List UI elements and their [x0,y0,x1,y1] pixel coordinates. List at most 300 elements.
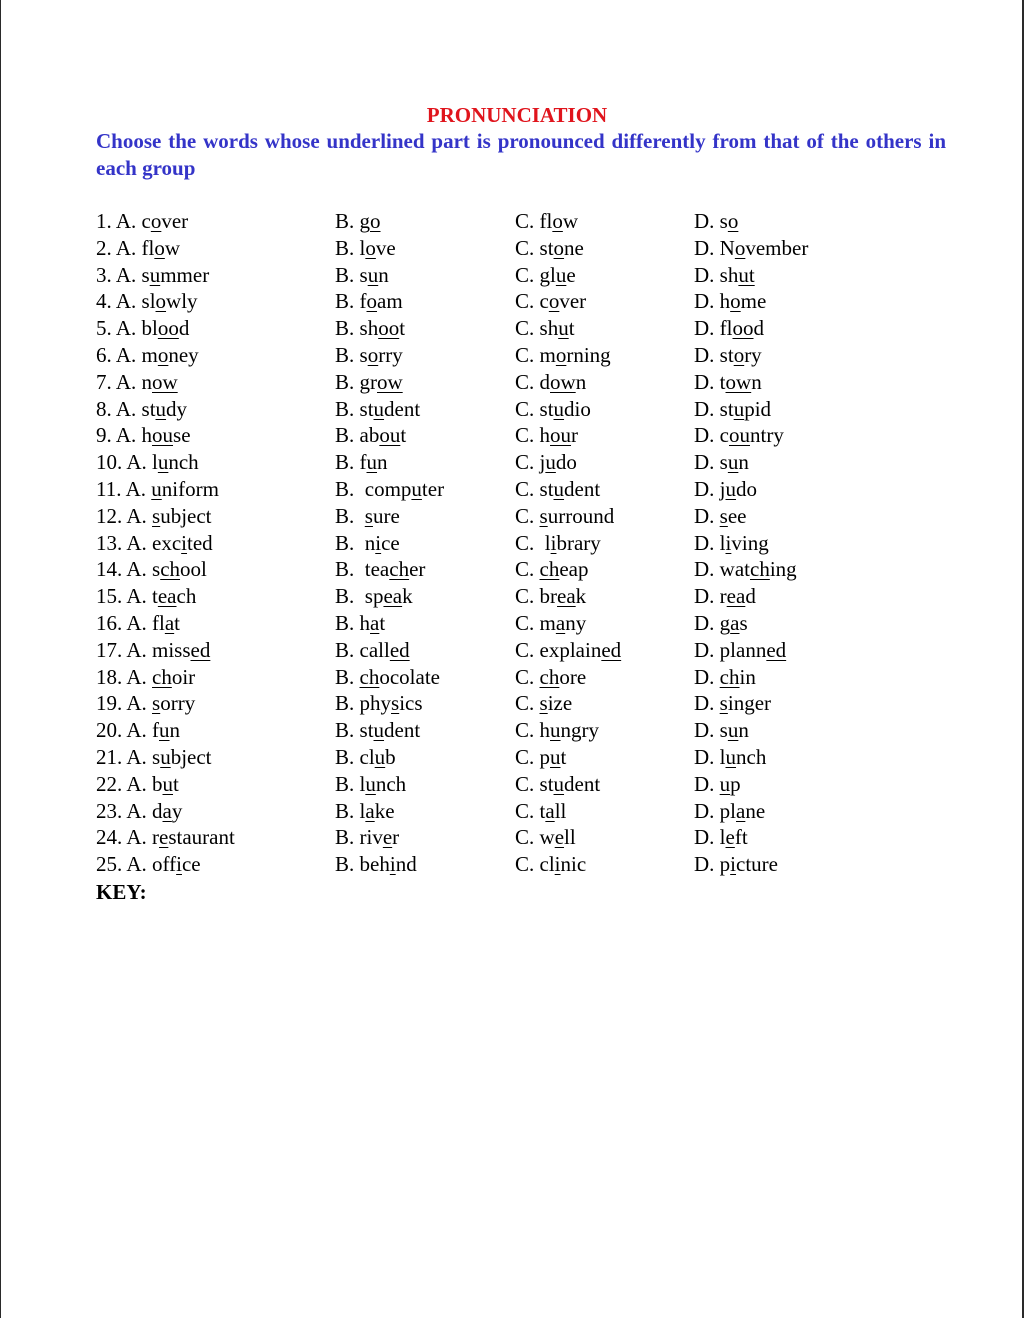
option-word [720,316,764,340]
question-row [96,288,956,315]
word-prefix: l [719,530,726,555]
option-c [515,610,586,637]
question-row [96,262,956,289]
option-letter: C. [515,396,535,421]
underlined-part: ea [557,584,576,609]
option-letter: D. [694,423,715,448]
word-prefix: plann [719,637,767,662]
option-letter: B. [335,557,360,582]
option-letter: D. [694,825,715,850]
option-letter: C. [515,450,535,475]
option-word [152,825,235,849]
option-letter: B. [335,396,355,421]
word-suffix: urround [547,503,615,528]
word-prefix: c [141,209,151,233]
option-b [335,798,395,825]
word-prefix: r [152,825,160,850]
option-letter: A. [126,584,147,609]
option-c [515,690,572,717]
word-prefix: l [719,825,726,850]
word-prefix: m [539,610,556,635]
option-letter: A. [115,369,137,394]
word-suffix: r [392,825,400,850]
option-b [335,369,403,396]
option-word [360,450,388,474]
option-word [720,825,748,849]
underlined-part: i [554,852,561,877]
option-letter: C. [515,342,535,367]
option-b [335,637,410,664]
underlined-part: e [159,825,169,850]
word-suffix: ver [559,289,587,314]
question-number: 2. [96,235,112,260]
option-word [152,450,199,474]
option-word [720,397,771,421]
option-letter: D. [694,209,715,233]
question-row [96,798,956,825]
underlined-part: o [155,289,167,314]
option-d [694,583,756,610]
word-suffix: ce [381,530,400,555]
option-letter: B. [335,637,355,662]
option-letter: A. [126,503,147,528]
option-a [96,369,178,396]
question-number: 15. [96,584,123,609]
question-number: 23. [96,798,123,823]
option-c [515,798,566,825]
option-word [152,557,207,581]
option-word [720,343,762,367]
word-suffix: ll [564,825,576,850]
word-prefix: off [152,852,177,877]
underlined-part: ch [750,557,770,582]
option-letter: A. [126,691,147,716]
option-c [515,449,577,476]
word-suffix: w [164,235,181,260]
option-letter: C. [515,798,535,823]
option-b [335,315,405,342]
question-row [96,449,956,476]
word-suffix: p [730,771,741,796]
word-prefix: st [539,235,554,260]
option-letter: B. [335,664,355,689]
word-prefix: n [141,369,153,394]
word-suffix: ke [374,798,395,823]
underlined-part: ed [601,637,622,662]
option-b [335,262,389,289]
option-a [96,342,199,369]
option-word [360,691,423,715]
option-word [152,745,212,769]
word-prefix: l [359,235,366,260]
word-prefix: c [539,289,549,314]
option-d [694,637,786,664]
option-word [540,665,587,689]
option-letter: B. [335,691,355,716]
option-word [720,370,762,394]
option-c [515,851,586,878]
option-letter: D. [694,771,715,796]
option-letter: C. [515,771,535,796]
option-b [335,235,396,262]
option-word [360,236,396,260]
word-prefix: h [359,610,371,635]
underlined-part: ea [383,584,403,609]
underlined-part: u [374,744,386,769]
word-prefix: h [719,289,731,314]
underlined-part: ou [550,423,572,448]
word-suffix: nic [560,852,587,877]
underlined-part: ch [539,664,560,689]
option-word [540,397,591,421]
word-suffix: n [575,369,587,394]
option-b [335,503,400,530]
underlined-part: i [181,530,188,555]
question-row [96,610,956,637]
option-d [694,369,762,396]
word-prefix: w [539,825,555,850]
option-letter: C. [515,369,535,394]
option-word [720,799,766,823]
option-word [540,745,567,769]
option-b [335,208,381,235]
word-prefix: s [719,718,728,743]
word-prefix: tea [364,557,390,582]
word-suffix: se [173,423,191,448]
option-word [720,504,747,528]
option-letter: D. [694,798,715,823]
option-word [540,584,587,608]
option-b [335,476,444,503]
option-word [365,584,413,608]
option-letter: C. [515,825,535,850]
word-suffix: ver [161,209,189,233]
option-word [365,504,400,528]
question-row [96,342,956,369]
option-a [96,851,201,878]
option-letter: A. [115,316,137,341]
underlined-part: a [545,798,555,823]
option-letter: B. [335,718,355,743]
option-letter: C. [515,610,535,635]
question-number: 11. [96,476,122,501]
underlined-part: ow [725,369,752,394]
word-suffix: t [400,423,407,448]
word-suffix: d [178,316,190,341]
underlined-part: u [550,718,561,743]
option-letter: C. [515,235,535,260]
underlined-part: u [151,476,162,501]
option-word [720,209,739,233]
option-word [540,852,587,876]
option-d [694,744,766,771]
word-suffix: oir [171,664,196,689]
option-d [694,798,765,825]
word-suffix: t [379,610,386,635]
option-letter: B. [335,503,360,528]
option-letter: D. [694,664,715,689]
option-c [515,556,589,583]
option-letter: A. [126,450,147,475]
option-word [540,316,575,340]
option-letter: C. [515,530,540,555]
word-suffix: dio [564,396,591,421]
word-suffix: bject [170,744,212,769]
word-suffix: ngry [560,718,600,743]
option-c [515,208,578,235]
option-b [335,744,396,771]
option-letter: A. [126,798,147,823]
option-letter: A. [126,530,147,555]
word-suffix: ter [421,476,445,501]
option-word [365,531,400,555]
underlined-part: oo [157,316,179,341]
option-d [694,342,762,369]
option-b [335,422,406,449]
underlined-part: o [150,209,162,233]
word-suffix: nd [395,852,417,877]
option-word [152,531,213,555]
underlined-part: u [160,744,171,769]
option-c [515,422,578,449]
option-a [96,717,180,744]
option-a [96,262,209,289]
underlined-part: u [553,396,565,421]
question-number: 17. [96,637,123,662]
option-word [360,263,389,287]
underlined-part: u [555,262,567,287]
underlined-part: ch [719,664,740,689]
underlined-part: u [550,744,561,769]
option-word [720,665,756,689]
word-suffix: k [402,584,413,609]
word-prefix: sp [364,584,384,609]
instruction-text: Choose the words whose underlined part is pronounced differently from that of the others in each group [96,129,946,180]
word-suffix: ntry [750,423,784,448]
word-prefix: s [152,557,161,582]
option-word [152,691,195,715]
option-letter: D. [694,396,715,421]
option-letter: A. [115,209,137,233]
option-word [540,477,601,501]
word-prefix: explain [539,637,602,662]
word-prefix: h [539,423,551,448]
underlined-part: ch [160,557,181,582]
option-word [540,209,579,233]
word-prefix: l [719,744,726,769]
word-prefix: gl [539,262,556,287]
word-suffix: nch [168,450,199,475]
word-suffix: dent [384,396,421,421]
underlined-part: u [149,262,161,287]
word-suffix: am [377,289,403,314]
option-letter: D. [694,718,715,743]
word-prefix: g [359,209,371,233]
option-d [694,208,738,235]
option-a [96,798,182,825]
word-suffix: w [562,209,579,233]
option-d [694,503,747,530]
word-prefix: s [719,209,728,233]
underlined-part: o [367,342,379,367]
question-number: 10. [96,450,123,475]
word-suffix: dent [564,476,601,501]
option-letter: C. [515,262,535,287]
option-letter: B. [335,316,355,341]
option-word [142,343,199,367]
word-prefix: st [539,771,554,796]
word-prefix: sh [359,316,379,341]
word-suffix: ne [745,798,766,823]
option-letter: D. [694,584,715,609]
underlined-part: ch [539,557,560,582]
underlined-part: o [727,209,739,233]
option-d [694,476,757,503]
word-suffix: cture [736,852,778,877]
word-prefix: l [359,798,366,823]
underlined-part: u [725,744,737,769]
word-suffix: dent [384,718,421,743]
option-a [96,530,213,557]
option-b [335,556,425,583]
word-prefix: call [359,637,390,662]
word-prefix: p [539,744,551,769]
option-word [540,691,573,715]
option-letter: B. [335,798,355,823]
underlined-part: i [725,530,732,555]
option-letter: A. [115,235,137,260]
underlined-part: o [730,289,741,314]
option-letter: D. [694,744,715,769]
word-suffix: r [571,423,579,448]
option-letter: A. [126,852,147,877]
underlined-part: o [366,289,378,314]
option-word [720,531,769,555]
option-word [360,745,396,769]
option-a [96,583,196,610]
option-letter: B. [335,450,355,475]
option-word [360,370,403,394]
option-b [335,851,417,878]
option-word [720,423,784,447]
option-c [515,530,601,557]
underlined-part: ea [157,584,177,609]
option-a [96,610,180,637]
option-c [515,288,586,315]
word-prefix: m [539,342,556,367]
option-word [142,370,178,394]
option-word [152,799,182,823]
question-row [96,396,956,423]
option-letter: C. [515,423,535,448]
question-row [96,503,956,530]
option-word [142,397,188,421]
option-word [540,825,576,849]
page-left-edge [0,0,1,1318]
word-prefix: l [544,530,551,555]
word-suffix: ool [180,557,207,582]
word-suffix: me [740,289,767,314]
option-word [142,316,190,340]
word-prefix: st [359,718,374,743]
word-suffix: b [385,744,396,769]
word-suffix: ure [372,503,400,528]
question-number: 25. [96,852,123,877]
word-suffix: n [751,369,762,394]
underlined-part: u [411,476,422,501]
underlined-part: i [176,852,182,877]
word-prefix: d [539,369,551,394]
word-suffix: t [174,610,181,635]
option-letter: A. [125,476,146,501]
option-b [335,583,413,610]
option-d [694,396,771,423]
option-letter: C. [515,637,535,662]
word-prefix: ab [359,423,380,448]
word-suffix: dy [166,396,188,421]
word-prefix: cl [539,852,555,877]
option-word [360,772,407,796]
word-suffix: ft [734,825,748,850]
word-suffix: d [745,584,756,609]
word-suffix: ubject [160,503,212,528]
underlined-part: u [366,450,378,475]
option-d [694,717,749,744]
option-b [335,717,420,744]
option-letter: C. [515,664,535,689]
option-word [152,638,210,662]
underlined-part: ou [152,423,174,448]
word-suffix: do [736,476,758,501]
option-d [694,422,784,449]
underlined-part: u [162,771,174,796]
underlined-part: u [373,718,385,743]
option-d [694,824,748,851]
option-letter: A. [115,396,137,421]
option-letter: A. [126,825,147,850]
option-b [335,824,399,851]
option-c [515,262,576,289]
option-word [142,263,210,287]
word-prefix: s [359,262,368,287]
option-b [335,342,403,369]
option-d [694,315,764,342]
word-prefix: s [359,342,368,367]
option-word [720,236,809,260]
option-c [515,342,611,369]
option-b [335,530,400,557]
option-letter: B. [335,423,355,448]
question-number: 9. [96,423,112,448]
underlined-part: o [157,342,169,367]
option-b [335,288,403,315]
word-prefix: b [152,771,163,796]
option-letter: B. [335,530,360,555]
underlined-part: u [157,450,169,475]
word-suffix: nch [736,744,767,769]
option-letter: C. [515,691,535,716]
underlined-part: ch [152,664,172,689]
underlined-part: s [152,503,161,528]
word-prefix: fl [152,610,165,635]
question-number: 16. [96,610,123,635]
option-word [152,852,201,876]
word-prefix: f [359,289,367,314]
option-word [360,718,421,742]
word-suffix: niform [161,476,219,501]
question-row [96,476,956,503]
word-prefix: fl [719,316,733,341]
